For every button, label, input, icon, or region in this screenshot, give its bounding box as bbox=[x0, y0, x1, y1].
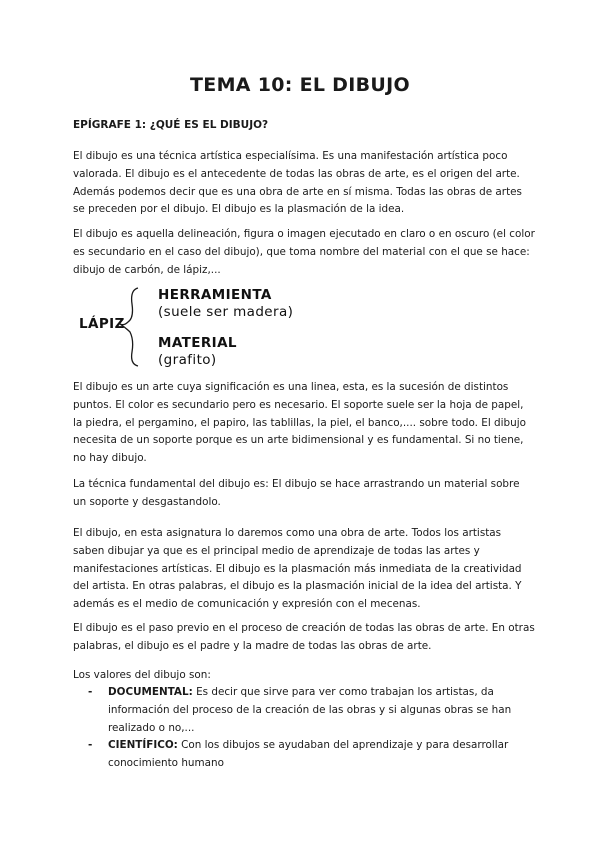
paragraph-5: El dibujo, en esta asignatura lo daremos como una obra de arte. Todos los artistas saben dibujar ya que es el principal medio de aprendizaje de todas las artes y manifestaciones artísticas. El dibujo es la plasmación más inmediata de la creatividad del artista. En otras palabras, el dibujo es la plasmación inicial de la idea del artista. Y además es el medio de comunicación y expresión con el mecenas. bbox=[73, 527, 522, 611]
value-label: CIENTÍFICO: bbox=[108, 739, 178, 752]
value-description: Es decir que sirve para ver como trabajan los artistas, da información del proceso de la creación de las obras y si algunas obras se han realizado o no,... bbox=[108, 686, 512, 734]
value-label: DOCUMENTAL: bbox=[108, 686, 193, 698]
paragraph-1: El dibujo es una técnica artística especialísima. Es una manifestación artística poco valorada. El dibujo es el antecedente de todas las obras de arte, es el origen del arte. Además podemos decir que es una obra de arte en sí misma. Todas las obras de artes se preceden por el dibujo. El dibujo es la plasmación de la idea. bbox=[73, 150, 522, 216]
brace-icon bbox=[118, 286, 146, 368]
paragraph-6: El dibujo es el paso previo en el proceso de creación de todas las obras de arte. En otras palabras, el dibujo es el padre y la madre de todas las obras de arte. bbox=[73, 622, 535, 652]
paragraph-3: El dibujo es un arte cuya significación es una linea, esta, es la sucesión de distintos puntos. El color es secundario pero es necesario. El soporte suele ser la hoja de papel, la piedra, el pergamino, el papiro, las tablillas, la piel, el banco,.... sobre todo. El dibujo necesita de un soporte porque es un arte bidimensional y es fundamental. Si no tiene, no hay dibujo. bbox=[73, 381, 526, 465]
list-bullet: - bbox=[88, 739, 93, 752]
diagram-branch-tool-title: HERRAMIENTA bbox=[158, 287, 272, 303]
list-item bbox=[88, 737, 528, 773]
value-description: Con los dibujos se ayudaban del aprendizaje y para desarrollar conocimiento humano bbox=[108, 739, 509, 770]
page-title: TEMA 10: EL DIBUJO bbox=[190, 74, 410, 96]
diagram-branch-material-title: MATERIAL bbox=[158, 335, 237, 351]
list-bullet: - bbox=[88, 686, 93, 698]
diagram-branch-material-note: (grafito) bbox=[158, 352, 217, 368]
values-list bbox=[88, 684, 528, 773]
list-item bbox=[88, 684, 528, 737]
paragraph-2: El dibujo es aquella delineación, figura o imagen ejecutado en claro o en oscuro (el color es secundario en el caso del dibujo), que toma nombre del material con el que se hace: dibujo de carbón, de lápiz,... bbox=[73, 228, 535, 276]
diagram-root-label: LÁPIZ bbox=[79, 316, 125, 332]
values-intro: Los valores del dibujo son: bbox=[73, 669, 211, 681]
section-heading: EPÍGRAFE 1: ¿QUÉ ES EL DIBUJO? bbox=[73, 119, 269, 131]
diagram-branch-tool-note: (suele ser madera) bbox=[158, 304, 294, 320]
paragraph-4: La técnica fundamental del dibujo es: El dibujo se hace arrastrando un material sobre un soporte y desgastandolo. bbox=[73, 478, 520, 508]
